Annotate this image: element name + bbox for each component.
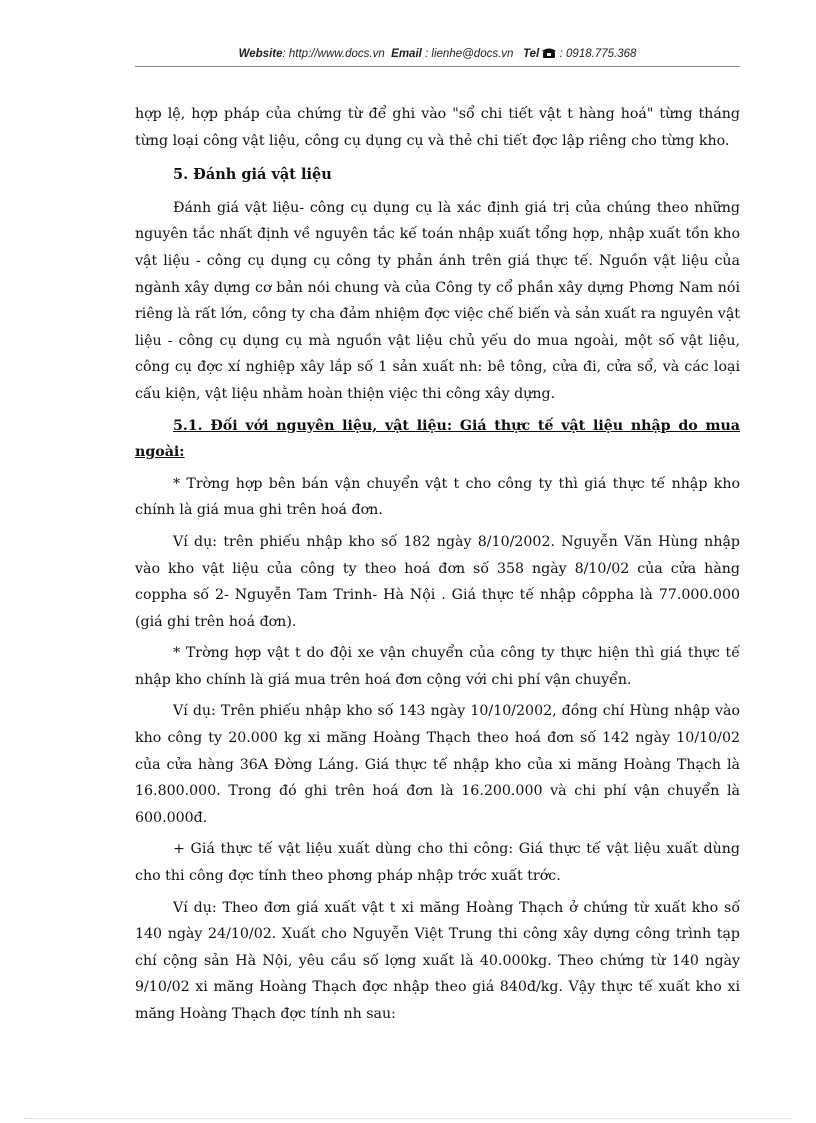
paragraph-example-140: Ví dụ: Theo đơn giá xuất vật t xi măng Hoàng Thạch ở chứng từ xuất kho số 140 ngày 24/10/02. Xuất cho Nguyễn Việt Trung thi công xây dựng công trình tạp chí cộng sản Hà Nội, yêu cầu số lợng xuất là 40.000kg. Theo chứng từ 140 ngày 9/10/02 xi măng Hoàng Thạch đợc nhập theo giá 840đ/kg. Vậy thực tế xuất kho xi măng Hoàng Thạch đợc tính nh sau: xyxy=(135,899,740,1022)
section-heading-5: 5. Đánh giá vật liệu xyxy=(173,166,332,184)
paragraph-example-143: Ví dụ: Trên phiếu nhập kho số 143 ngày 10/10/2002, đồng chí Hùng nhập vào kho công ty 20.000 kg xi măng Hoàng Thạch theo hoá đơn số 142 ngày 10/10/02 của cửa hàng 36A Đờng Láng. Giá thực tế nhập kho của xi măng Hoàng Thạch là 16.800.000. Trong đó ghi trên hoá đơn là 16.200.000 và chi phí vận chuyển là 600.000đ. xyxy=(135,703,740,826)
document-body xyxy=(135,101,740,1028)
paragraph-continuation: hợp lệ, hợp pháp của chứng từ để ghi vào "sổ chi tiết vật t hàng hoá" từng tháng từng loại công vật liệu, công cụ dụng cụ và thẻ chi tiết đợc lập riêng cho từng kho. xyxy=(135,106,740,149)
tel-number: : 0918.775.368 xyxy=(559,48,637,60)
phone-icon xyxy=(542,48,559,60)
paragraph-valuation: Đánh giá vật liệu- công cụ dụng cụ là xác định giá trị của chúng theo những nguyên tắc nhất định về nguyên tắc kế toán nhập xuất tổng hợp, nhập xuất tồn kho vật liệu - công cụ dụng cụ công ty phản ánh trên giá thực tế. Nguồn vật liệu của ngành xây dựng cơ bản nói chung và của Công ty cổ phần xây dựng Phơng Nam nói riêng là rất lớn, công ty cha đảm nhiệm đợc việc chế biến và sản xuất ra nguyên vật liệu - công cụ dụng cụ mà nguồn vật liệu chủ yếu do mua ngoài, một số vật liệu, công cụ đợc xí nghiệp xây lắp số 1 sản xuất nh: bê tông, cửa đi, cửa sổ, và các loại cấu kiện, vật liệu nhằm hoàn thiện việc thi công xây dựng. xyxy=(135,199,740,402)
footer-divider xyxy=(24,1118,792,1119)
tel-label: Tel xyxy=(523,48,540,60)
paragraph-example-182: Ví dụ: trên phiếu nhập kho số 182 ngày 8/10/2002. Nguyễn Văn Hùng nhập vào kho vật liệu của công ty theo hoá đơn số 358 ngày 8/10/02 của cửa hàng coppha số 2- Nguyễn Tam Trinh- Hà Nội . Giá thực tế nhập côppha là 77.000.000 (giá ghi trên hoá đơn). xyxy=(135,533,740,630)
website-label: Website xyxy=(238,48,283,60)
paragraph-case-company-transport: * Trờng hợp vật t do đội xe vận chuyển của công ty thực hiện thì giá thực tế nhập kho chính là giá mua trên hoá đơn cộng với chi phí vận chuyển. xyxy=(135,645,740,688)
section-heading-5-1-wrapper xyxy=(135,413,740,466)
paragraph-case-seller-transport: * Trờng hợp bên bán vận chuyển vật t cho công ty thì giá thực tế nhập kho chính là giá mua ghi trên hoá đơn. xyxy=(135,475,740,519)
email-label: Email xyxy=(391,48,422,60)
website-url[interactable]: : http://www.docs.vn xyxy=(282,48,385,60)
paragraph-issue-price: + Giá thực tế vật liệu xuất dùng cho thi công: Giá thực tế vật liệu xuất dùng cho thi công đợc tính theo phơng pháp nhập trớc xuất trớc. xyxy=(135,841,740,885)
page-header xyxy=(135,47,740,60)
section-heading-5-1: 5.1. Đối với nguyên liệu, vật liệu: Giá thực tế vật liệu nhập do mua ngoài: xyxy=(135,417,740,461)
header-divider xyxy=(135,66,740,67)
email-address[interactable]: : lienhe@docs.vn xyxy=(421,48,514,60)
